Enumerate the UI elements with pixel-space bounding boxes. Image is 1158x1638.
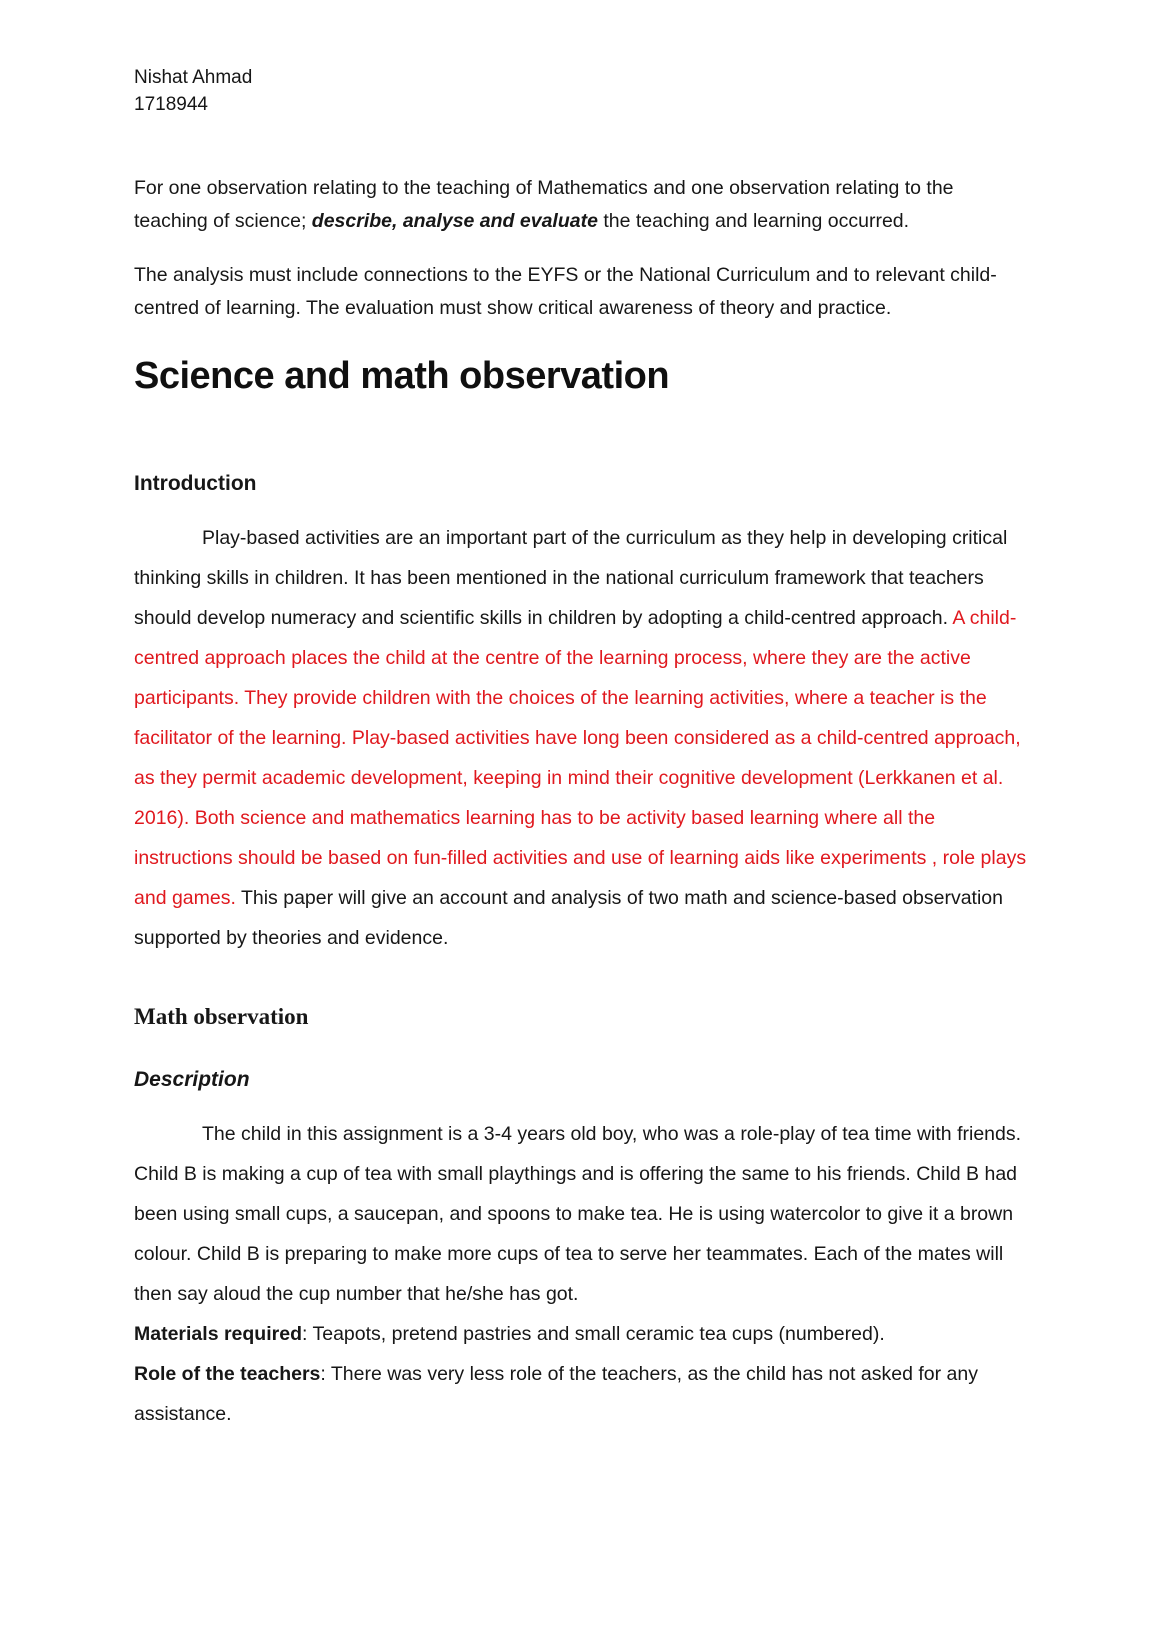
assignment-brief-paragraph-1: For one observation relating to the teaching of Mathematics and one observation relating to the teaching of science; describe, analyse and evaluate the teaching and learning occurred. <box>134 177 954 232</box>
author-block <box>134 0 1029 118</box>
author-name: Nishat Ahmad <box>134 67 253 88</box>
assignment-brief-paragraph-2: The analysis must include connections to the EYFS or the National Curriculum and to relevant child-centred of learning. The evaluation must show critical awareness of theory and practice. <box>134 264 997 319</box>
description-heading: Description <box>134 1068 250 1091</box>
introduction-paragraph: Play-based activities are an important part of the curriculum as they help in developing critical thinking skills in children. It has been mentioned in the national curriculum framework that teachers should develop numeracy and scientific skills in children by adopting a child-centred approach. A child-centred approach places the child at the centre of the learning process, where they are the active participants. They provide children with the choices of the learning activities, where a teacher is the facilitator of the learning. Play-based activities have long been considered as a child-centred approach, as they permit academic development, keeping in mind their cognitive development (Lerkkanen et al. 2016). Both science and mathematics learning has to be activity based learning where all the instructions should be based on fun-filled activities and use of learning aids like experiments , role plays and games. This paper will give an account and analysis of two math and science-based observation supported by theories and evidence. <box>134 527 1027 949</box>
description-paragraph: The child in this assignment is a 3-4 years old boy, who was a role-play of tea time with friends. Child B is making a cup of tea with small playthings and is offering the same to his friends. Child B had been using small cups, a saucepan, and spoons to make tea. He is using watercolor to give it a brown colour. Child B is preparing to make more cups of tea to serve her teammates. Each of the mates will then say aloud the cup number that he/she has got. <box>134 1123 1022 1305</box>
role-of-teachers-line: Role of the teachers: There was very less role of the teachers, as the child has not asked for any assistance. <box>134 1363 978 1425</box>
document-content <box>134 0 1029 1434</box>
student-id: 1718944 <box>134 94 208 115</box>
page-title: Science and math observation <box>134 355 670 397</box>
introduction-heading: Introduction <box>134 472 257 495</box>
materials-required-line: Materials required: Teapots, pretend pastries and small ceramic tea cups (numbered). <box>134 1323 885 1345</box>
math-observation-heading: Math observation <box>134 1004 309 1029</box>
